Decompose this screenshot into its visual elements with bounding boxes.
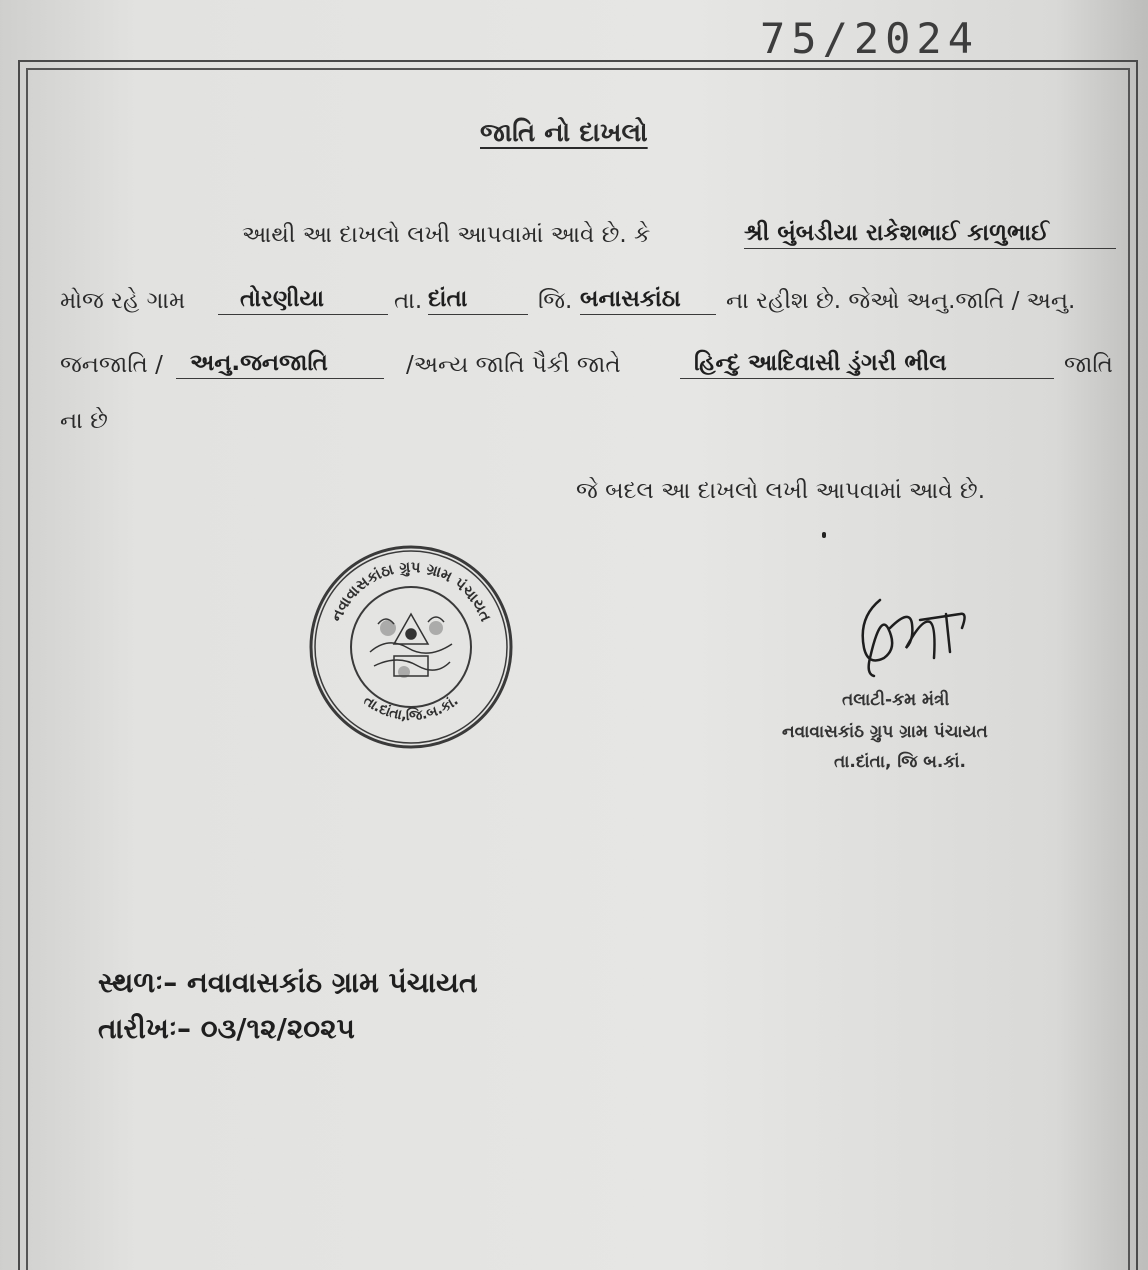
- taluka-label: તા.: [394, 288, 423, 314]
- taluka-name: દાંતા: [428, 286, 528, 315]
- date-value: ૦૩/૧૨/૨૦૨૫: [200, 1012, 355, 1045]
- line2-tail: ના રહીશ છે. જેઓ અનુ.જાતિ / અનુ.: [726, 288, 1076, 314]
- caste-name: હિન્દુ આદિવાસી ડુંગરી ભીલ: [680, 350, 1054, 379]
- place-value: નવાવાસકાંઠ ગ્રામ પંચાયત: [186, 966, 478, 999]
- ink-dot: [822, 532, 826, 538]
- signatory-address: તા.દાંતા, જિ બ.કાં.: [834, 752, 966, 772]
- signature-icon: [850, 588, 980, 678]
- line3-tail: જાતિ: [1064, 352, 1113, 378]
- certificate-title: જાતિ નો દાખલો: [480, 118, 648, 148]
- line3-lead: જનજાતિ /: [60, 352, 163, 378]
- signatory-designation: તલાટી-કમ મંત્રી: [842, 690, 950, 710]
- applicant-name: શ્રી બુંબડીયા રાકેશભાઈ કાળુભાઈ: [744, 220, 1116, 249]
- date-line: [98, 1012, 355, 1046]
- line2-lead: મોજ રહે ગામ: [60, 288, 186, 314]
- seal-top-text: નવાવાસકાંઠા ગ્રુપ ગ્રામ પંચાયત: [327, 557, 495, 625]
- district-label: જિ.: [538, 288, 573, 314]
- place-label: સ્થળઃ–: [98, 966, 178, 999]
- line3-mid: /અન્ય જાતિ પૈકી જાતે: [406, 352, 621, 378]
- line4: ના છે: [60, 408, 108, 434]
- district-name: બનાસકાંઠા: [580, 286, 716, 315]
- village-name: તોરણીયા: [218, 286, 388, 315]
- signatory-office: નવાવાસકાંઠ ગ્રુપ ગ્રામ પંચાયત: [782, 722, 988, 742]
- caste-category: અનુ.જનજાતિ: [176, 350, 384, 379]
- closing-statement: જે બદલ આ દાખલો લખી આપવામાં આવે છે.: [576, 478, 986, 504]
- line1-lead: આથી આ દાખલો લખી આપવામાં આવે છે. કે: [242, 222, 651, 248]
- seal-bottom-text: તા.દાંતા,જિ.બ.કાં.: [360, 692, 462, 725]
- date-label: તારીખઃ–: [98, 1012, 191, 1045]
- svg-text:તા.દાંતા,જિ.બ.કાં.: [360, 693, 461, 724]
- place-line: [98, 966, 478, 1000]
- panchayat-seal-icon: [308, 544, 514, 750]
- file-number: 75/2024: [760, 14, 980, 63]
